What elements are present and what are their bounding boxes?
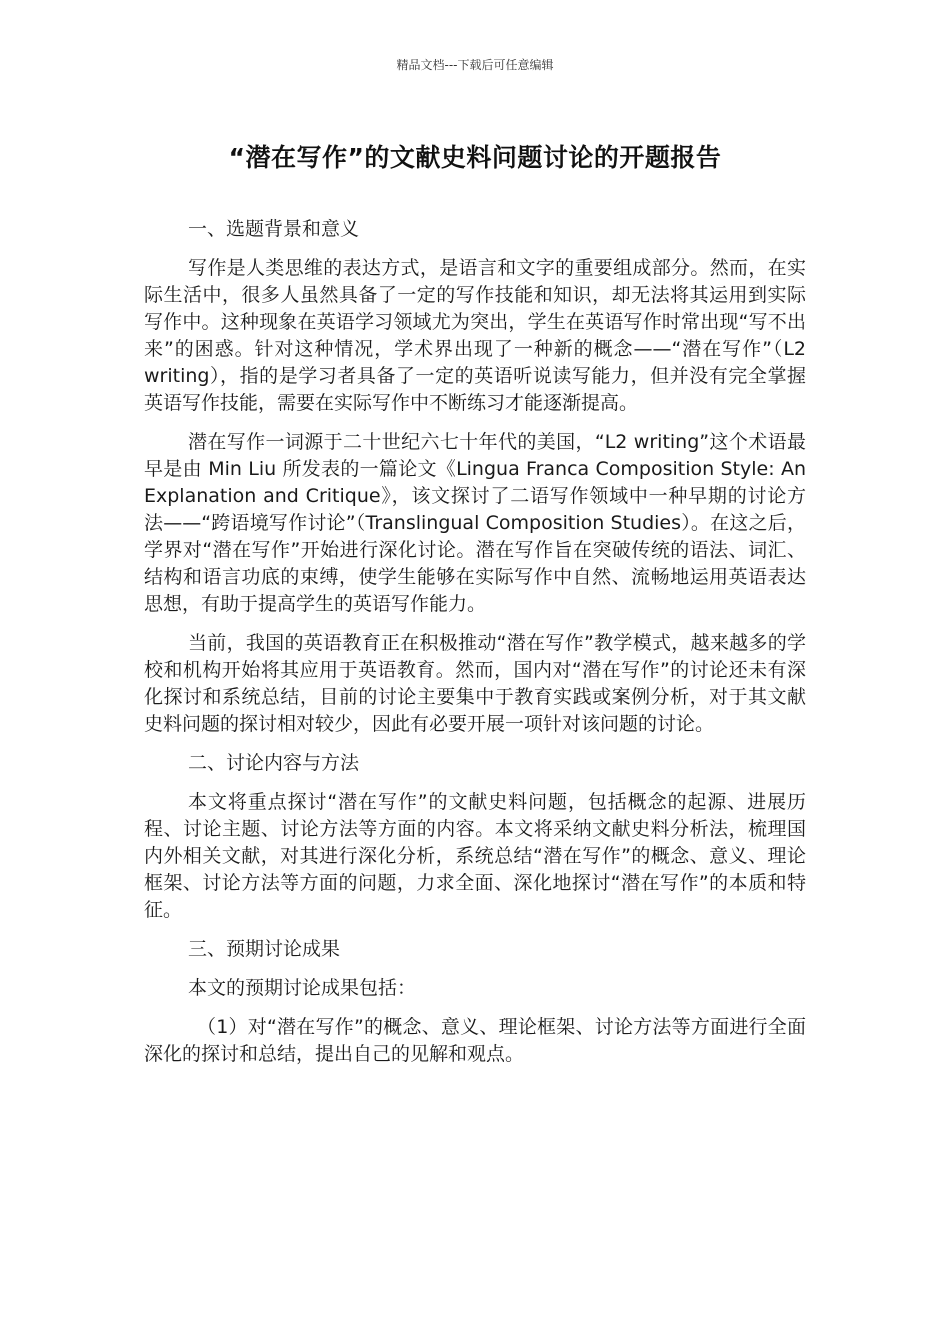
list-item-expected-result-1: （1）对“潜在写作”的概念、意义、理论框架、讨论方法等方面进行全面深化的探讨和总结，提出自己的见解和观点。 xyxy=(144,1016,806,1065)
document-title: “潜在写作”的文献史料问题讨论的开题报告 xyxy=(228,143,722,172)
section-heading-expected-results: 三、预期讨论成果 xyxy=(188,938,341,960)
section-heading-content-method: 二、讨论内容与方法 xyxy=(188,752,360,774)
paragraph-content-method-1: 本文将重点探讨“潜在写作”的文献史料问题，包括概念的起源、进展历程、讨论主题、讨论方法等方面的内容。本文将采纳文献史料分析法，梳理国内外相关文献，对其进行深化分析，系统总结“潜在写作”的概念、意义、理论框架、讨论方法等方面的问题，力求全面、深化地探讨“潜在写作”的本质和特征。 xyxy=(144,791,806,921)
paragraph-expected-results-intro: 本文的预期讨论成果包括： xyxy=(188,977,417,999)
paragraph-background-1: 写作是人类思维的表达方式，是语言和文字的重要组成部分。然而，在实际生活中，很多人虽然具备了一定的写作技能和知识，却无法将其运用到实际写作中。这种现象在英语学习领域尤为突出，学生在英语写作时常出现“写不出来”的困惑。针对这种情况，学术界出现了一种新的概念——“潜在写作”（L2 writing），指的是学习者具备了一定的英语听说读写能力，但并没有完全掌握英语写作技能，需要在实际写作中不断练习才能逐渐提高。 xyxy=(144,257,806,414)
document-body xyxy=(144,216,806,1080)
paragraph-background-3: 当前，我国的英语教育正在积极推动“潜在写作”教学模式，越来越多的学校和机构开始将其应用于英语教育。然而，国内对“潜在写作”的讨论还未有深化探讨和系统总结，目前的讨论主要集中于教育实践或案例分析，对于其文献史料问题的探讨相对较少，因此有必要开展一项针对该问题的讨论。 xyxy=(144,632,806,735)
paragraph-background-2: 潜在写作一词源于二十世纪六七十年代的美国，“L2 writing”这个术语最早是由 Min Liu 所发表的一篇论文《Lingua Franca Composition Style: An Explanation and Critique》，该文探讨了二语写作领域中一种早期的讨论方法——“跨语境写作讨论”（Translingual Composition Studies）。在这之后，学界对“潜在写作”开始进行深化讨论。潜在写作旨在突破传统的语法、词汇、结构和语言功底的束缚，使学生能够在实际写作中自然、流畅地运用英语表达思想，有助于提高学生的英语写作能力。 xyxy=(144,431,806,615)
header-note: 精品文档---下载后可任意编辑 xyxy=(396,58,554,72)
section-heading-background: 一、选题背景和意义 xyxy=(188,218,360,240)
